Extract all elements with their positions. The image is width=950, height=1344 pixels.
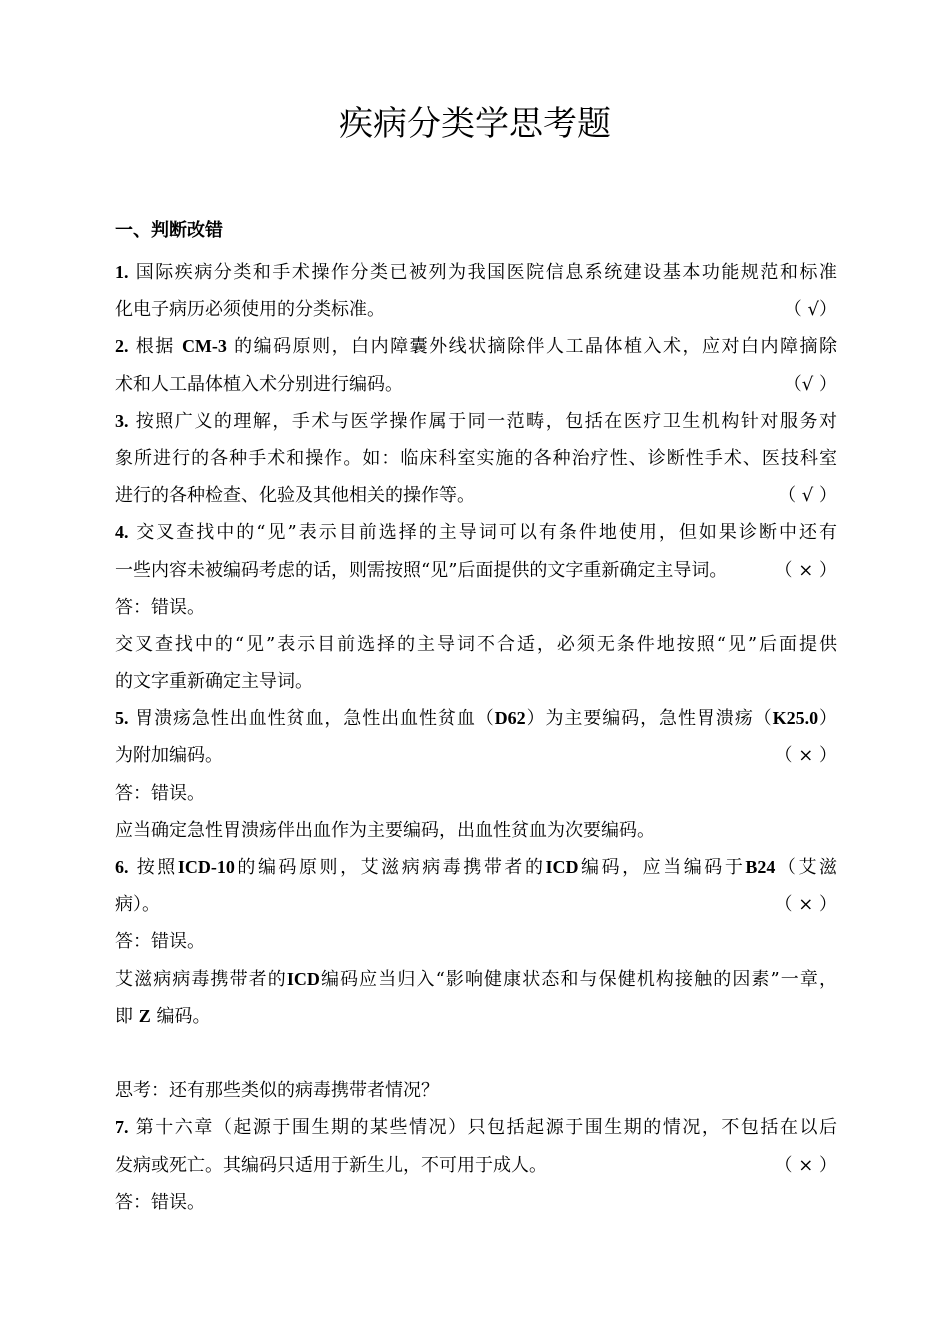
answer-verdict: 答：错误。 <box>115 782 205 804</box>
question-number: 7. <box>115 1117 129 1138</box>
think-prompt: 思考：还有那些类似的病毒携带者情况？ <box>115 1080 439 1102</box>
question-number: 3. <box>115 410 129 431</box>
explanation-line: 交叉查找中的“见”表示目前选择的主导词不合适，必须无条件地按照“见”后面提供 <box>115 633 837 655</box>
question-6-line-2: 病）。 （ × ） <box>115 886 837 923</box>
question-3-line-3: 进行的各种检查、化验及其他相关的操作等。 （ √ ） <box>115 477 837 514</box>
question-number: 1. <box>115 262 129 282</box>
question-7-line-1: 7. 第十六章（起源于围生期的某些情况）只包括起源于围生期的情况，不包括在以后 <box>115 1117 837 1139</box>
question-5-line-1: 5. 胃溃疡急性出血性贫血，急性出血性贫血（D62）为主要编码，急性胃溃疡（K25.0） <box>115 708 837 730</box>
answer-mark: （ √ ） <box>778 485 837 507</box>
explanation-line: 应当确定急性胃溃疡伴出血作为主要编码，出血性贫血为次要编码。 <box>115 819 655 841</box>
question-number: 4. <box>115 522 129 543</box>
question-5-line-2: 为附加编码。 （ × ） <box>115 737 837 774</box>
question-4-line-2: 一些内容未被编码考虑的话，则需按照“见”后面提供的文字重新确定主导词。 （ × ） <box>115 552 837 589</box>
question-number: 5. <box>115 708 129 729</box>
question-1-line-1: 1. 国际疾病分类和手术操作分类已被列为我国医院信息系统建设基本功能规范和标准 <box>115 262 837 283</box>
question-3-line-1: 3. 按照广义的理解，手术与医学操作属于同一范畴，包括在医疗卫生机构针对服务对 <box>115 410 837 432</box>
answer-mark: （ × ） <box>774 1154 837 1176</box>
answer-verdict: 答：错误。 <box>115 931 205 953</box>
answer-mark: （ × ） <box>774 559 837 581</box>
question-2-line-1: 2. 根据 CM-3 的编码原则，白内障囊外线状摘除伴人工晶体植入术，应对白内障摘除 <box>115 336 837 358</box>
question-6-line-1: 6. 按照ICD-10的编码原则，艾滋病病毒携带者的ICD编码，应当编码于B24（艾滋 <box>115 857 837 878</box>
question-number: 2. <box>115 336 129 357</box>
answer-mark: （ × ） <box>774 745 837 767</box>
question-2-line-2: 术和人工晶体植入术分别进行编码。 （√ ） <box>115 366 837 403</box>
answer-verdict: 答：错误。 <box>115 596 205 618</box>
question-list <box>115 254 837 1221</box>
question-7-line-2: 发病或死亡。其编码只适用于新生儿，不可用于成人。 （ × ） <box>115 1147 837 1184</box>
answer-mark: （ × ） <box>774 894 837 916</box>
answer-mark: （√ ） <box>783 373 837 395</box>
answer-verdict: 答：错误。 <box>115 1191 205 1213</box>
explanation-line: 的文字重新确定主导词。 <box>115 671 313 693</box>
explanation-line: 即 Z 编码。 <box>115 1005 211 1027</box>
question-1-line-2: 化电子病历必须使用的分类标准。 （ √） <box>115 291 837 328</box>
section-heading: 一、判断改错 <box>115 220 223 241</box>
page-title: 疾病分类学思考题 <box>339 104 611 144</box>
explanation-line: 艾滋病病毒携带者的ICD编码应当归入“影响健康状态和与保健机构接触的因素”一章， <box>115 968 837 990</box>
blank-line <box>115 1035 837 1072</box>
question-3-line-2: 象所进行的各种手术和操作。如：临床科室实施的各种治疗性、诊断性手术、医技科室 <box>115 447 837 469</box>
question-4-line-1: 4. 交叉查找中的“见”表示目前选择的主导词可以有条件地使用，但如果诊断中还有 <box>115 522 837 544</box>
question-number: 6. <box>115 857 129 877</box>
answer-mark: （ √） <box>783 299 837 321</box>
